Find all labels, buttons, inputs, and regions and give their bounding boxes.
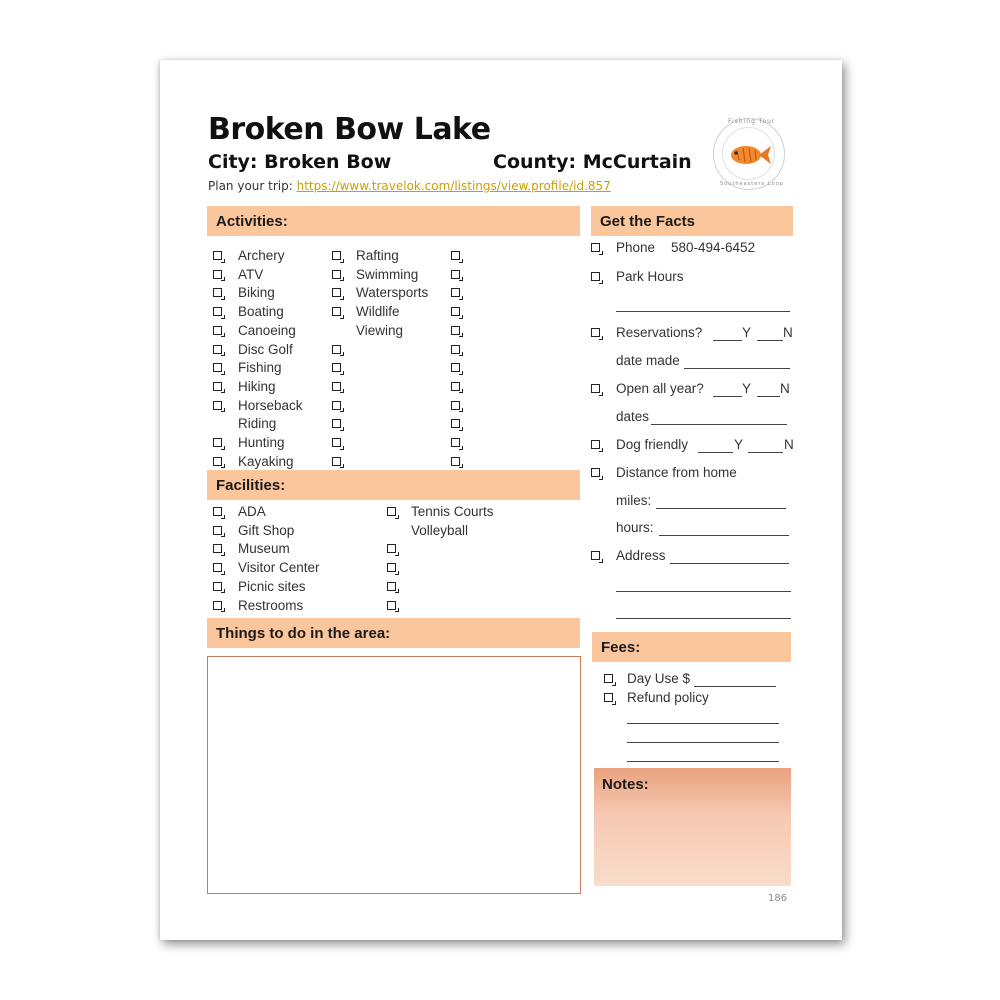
open-year-yes-line[interactable] [713,396,742,397]
activity-label: Hiking [238,378,276,394]
activity-checkbox[interactable] [213,326,222,335]
facility-label: Volleyball [411,522,469,538]
fishing-tour-logo [713,118,785,190]
address-checkbox[interactable] [591,551,600,560]
activity-checkbox[interactable] [332,345,341,354]
open-all-year-label: Open all year? [616,381,704,396]
facility-checkbox[interactable] [213,601,222,610]
facility-label: Gift Shop [238,522,295,538]
activity-checkbox[interactable] [332,288,341,297]
things-to-do-header: Things to do in the area: [207,618,580,648]
activity-label: Kayaking [238,453,294,469]
plan-trip-line [208,179,611,193]
facility-checkbox[interactable] [213,563,222,572]
dates-line[interactable] [651,424,787,425]
facility-checkbox[interactable] [387,582,396,591]
activity-label: Viewing [356,322,404,338]
fees-header: Fees: [592,632,791,662]
facts-header: Get the Facts [591,206,793,236]
activity-extra-checkbox[interactable] [451,270,460,279]
dog-no-line[interactable] [748,452,783,453]
logo-top-text: Fishing Tour [728,118,776,125]
open-year-yes: Y [742,381,752,396]
refund-label: Refund policy [627,690,709,705]
park-hours-line[interactable] [616,311,790,312]
reservations-checkbox[interactable] [591,328,600,337]
activity-checkbox[interactable] [332,382,341,391]
facility-checkbox[interactable] [387,507,396,516]
day-use-label: Day Use $ [627,671,691,686]
reservations-yes: Y [742,325,752,340]
activity-extra-checkbox[interactable] [451,251,460,260]
address-line-1[interactable] [670,563,789,564]
day-use-line[interactable] [694,686,776,687]
activity-checkbox[interactable] [213,288,222,297]
refund-line-2[interactable] [627,742,779,743]
refund-checkbox[interactable] [604,693,613,702]
activity-extra-checkbox[interactable] [451,307,460,316]
refund-line-3[interactable] [627,761,779,762]
activity-checkbox[interactable] [332,270,341,279]
activity-checkbox[interactable] [332,438,341,447]
activity-extra-checkbox[interactable] [451,345,460,354]
activity-checkbox[interactable] [213,401,222,410]
phone-label: Phone [616,240,656,255]
activity-label: Boating [238,304,284,320]
facility-checkbox[interactable] [213,507,222,516]
page-title: Broken Bow Lake [208,112,491,147]
reservations-yes-line[interactable] [713,340,742,341]
dog-yes: Y [734,437,744,452]
reservations-label: Reservations? [616,325,703,340]
fish-icon [727,142,773,168]
dates-label: dates [616,409,650,424]
activity-extra-checkbox[interactable] [451,382,460,391]
phone-number: 580-494-6452 [671,240,756,255]
activity-label: Fishing [238,360,282,376]
city-label: City: Broken Bow [208,151,392,173]
activity-checkbox[interactable] [213,270,222,279]
address-label: Address [616,548,666,563]
activity-checkbox[interactable] [213,251,222,260]
plan-trip-label: Plan your trip: [208,179,297,193]
open-all-year-checkbox[interactable] [591,384,600,393]
logo-bottom-text: Southeastern Loop [720,181,785,187]
page-number: 186 [768,893,788,904]
park-hours-label: Park Hours [616,269,684,284]
facility-label: Tennis Courts [411,504,494,519]
notes-title: Notes: [602,776,649,793]
facility-checkbox[interactable] [213,582,222,591]
activity-label: Canoeing [238,322,296,338]
facility-checkbox[interactable] [213,544,222,553]
activity-extra-checkbox[interactable] [451,438,460,447]
park-hours-checkbox[interactable] [591,272,600,281]
date-made-label: date made [616,353,680,368]
things-to-do-box[interactable] [207,656,581,894]
facility-checkbox[interactable] [387,544,396,553]
facility-label: Restrooms [238,597,304,613]
reservations-no-line[interactable] [757,340,783,341]
activity-checkbox[interactable] [332,457,341,466]
notes-box[interactable] [594,768,791,886]
activity-label: Wildlife [356,304,400,320]
reservations-no: N [783,325,793,340]
activity-checkbox[interactable] [332,251,341,260]
activity-checkbox[interactable] [332,307,341,316]
open-year-no: N [780,381,790,396]
activity-label: Watersports [356,285,429,301]
activity-label: Archery [238,248,285,263]
day-use-checkbox[interactable] [604,674,613,683]
activity-extra-checkbox[interactable] [451,363,460,372]
plan-trip-link[interactable]: https://www.travelok.com/listings/view.profile/id.857 [296,179,611,193]
facility-label: Picnic sites [238,578,306,594]
open-year-no-line[interactable] [757,396,780,397]
activity-extra-checkbox[interactable] [451,419,460,428]
activity-checkbox[interactable] [332,401,341,410]
activity-label: Riding [238,416,277,432]
miles-label: miles: [616,493,652,508]
activity-label: Swimming [356,266,419,282]
activity-extra-checkbox[interactable] [451,401,460,410]
activity-label: ATV [238,266,264,282]
activity-checkbox[interactable] [213,307,222,316]
address-line-2[interactable] [616,591,791,592]
activity-label: Horseback [238,397,303,413]
activities-header: Activities: [207,206,580,236]
facility-checkbox[interactable] [213,526,222,535]
activity-label: Hunting [238,435,285,450]
activity-checkbox[interactable] [332,363,341,372]
activity-extra-checkbox[interactable] [451,326,460,335]
facility-label: Museum [238,541,290,557]
facility-label: ADA [238,504,266,519]
activity-label: Disc Golf [238,341,293,357]
activity-checkbox[interactable] [213,438,222,447]
date-made-line[interactable] [684,368,790,369]
hours-line[interactable] [659,535,789,536]
activity-label: Rafting [356,248,399,263]
activity-label: Biking [238,285,275,301]
activity-checkbox[interactable] [213,457,222,466]
facility-checkbox[interactable] [387,601,396,610]
activity-extra-checkbox[interactable] [451,457,460,466]
refund-line-1[interactable] [627,723,779,724]
facilities-header: Facilities: [207,470,580,500]
activity-checkbox[interactable] [213,363,222,372]
dog-friendly-label: Dog friendly [616,437,689,452]
activity-checkbox[interactable] [213,382,222,391]
facility-checkbox[interactable] [387,563,396,572]
facts-phone-checkbox[interactable] [591,243,600,252]
activity-checkbox[interactable] [213,345,222,354]
hours-label: hours: [616,520,654,535]
dog-yes-line[interactable] [698,452,733,453]
activity-checkbox[interactable] [332,419,341,428]
county-label: County: McCurtain [493,151,692,173]
facility-label: Visitor Center [238,560,320,576]
address-line-3[interactable] [616,618,791,619]
planner-page [160,60,842,940]
distance-label: Distance from home [616,465,737,480]
miles-line[interactable] [656,508,786,509]
distance-checkbox[interactable] [591,468,600,477]
activity-extra-checkbox[interactable] [451,288,460,297]
dog-friendly-checkbox[interactable] [591,440,600,449]
dog-no: N [784,437,794,452]
